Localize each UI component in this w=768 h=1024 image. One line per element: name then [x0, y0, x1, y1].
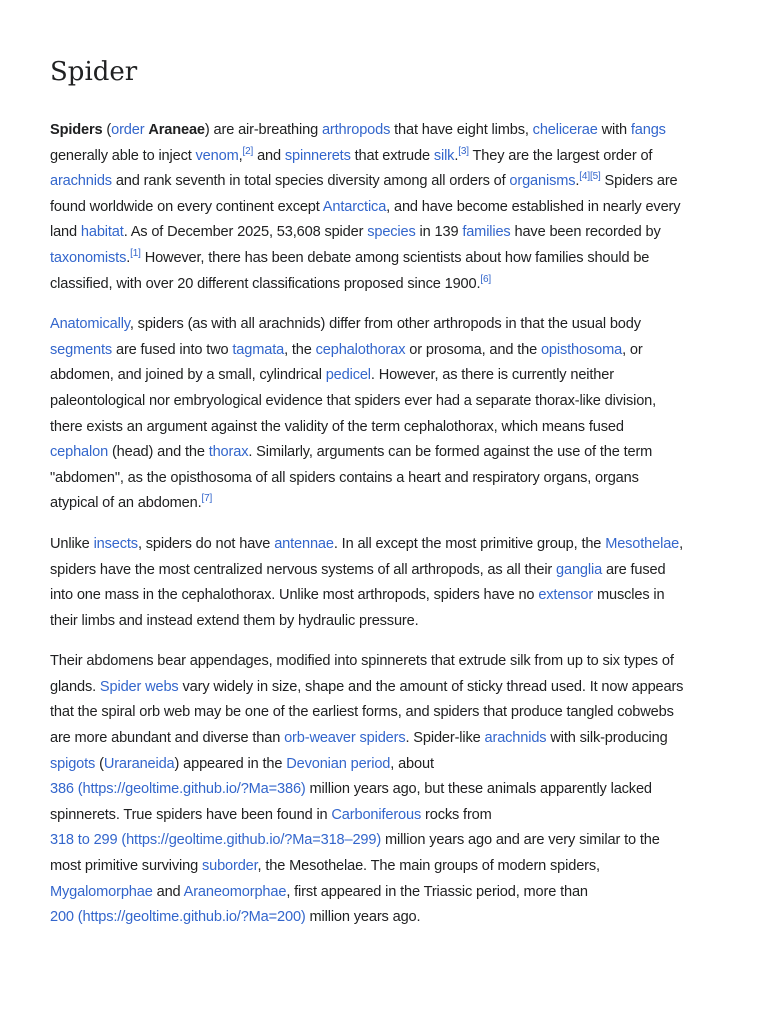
article-body	[50, 118, 720, 946]
wiki-link[interactable]: silk	[433, 147, 455, 164]
text: Spiders are	[600, 173, 678, 190]
text: However, there has been debate among scientists about how families should be	[140, 249, 650, 266]
text: most primitive surviving	[50, 858, 202, 875]
text: are more abundant and diverse than	[50, 730, 285, 747]
text: Their abdomens bear appendages, modified into spinnerets that extrude silk from up to six types of	[50, 653, 674, 670]
text: Unlike	[50, 535, 94, 552]
wiki-link[interactable]: families	[462, 224, 511, 241]
text: ) are air-breathing	[204, 122, 322, 138]
wiki-link[interactable]: spinnerets	[284, 147, 351, 164]
text: and	[152, 883, 184, 900]
text: "abdomen", as the opisthosoma of all spiders contains a heart and respiratory organs, organs	[50, 469, 639, 486]
text: , spiders (as with all arachnids) differ from other arthropods in that the usual body	[129, 316, 641, 333]
text: , the	[284, 341, 316, 358]
text: into one mass in the cephalothorax. Unlike most arthropods, spiders have no	[50, 587, 539, 604]
text: and	[253, 147, 285, 164]
wiki-link[interactable]: Carboniferous	[331, 806, 422, 823]
citation	[458, 146, 469, 157]
text: classified, with over 20 different classifications proposed since 1900.	[50, 275, 481, 292]
paragraph	[50, 312, 720, 517]
text: , spiders do not have	[137, 535, 275, 552]
wiki-link[interactable]: Mesothelae	[605, 535, 680, 552]
text: , about	[390, 755, 434, 772]
text: found worldwide on every continent except	[50, 198, 323, 215]
citation-link[interactable]: [6]	[480, 273, 492, 285]
wiki-link[interactable]: Devonian period	[286, 755, 391, 772]
text: million years ago.	[305, 909, 421, 926]
wiki-link[interactable]: Mygalomorphae	[50, 883, 153, 900]
wiki-link[interactable]: insects	[93, 535, 138, 552]
paragraph	[50, 649, 720, 931]
wiki-link[interactable]: arachnids	[50, 173, 112, 190]
wiki-link[interactable]: arachnids	[484, 730, 547, 747]
wiki-link[interactable]: 318 to 299 (https://geoltime.github.io/?Ma=318–299)	[50, 832, 382, 849]
text: muscles in	[593, 587, 665, 604]
text: .	[454, 147, 459, 164]
text: million years ago and are very similar to the	[381, 832, 660, 849]
text: spiders have the most centralized nervous systems of all arthropods, as all their	[50, 561, 557, 578]
text: are fused into two	[112, 341, 233, 358]
wiki-link[interactable]: Spider webs	[99, 678, 179, 695]
citation	[579, 171, 600, 182]
text: ,	[238, 147, 243, 164]
wiki-link[interactable]: Antarctica	[322, 198, 387, 215]
text: (	[102, 122, 112, 138]
wiki-link[interactable]: cephalothorax	[315, 341, 406, 358]
citation	[480, 274, 491, 285]
citation-link[interactable]: [4][5]	[579, 171, 601, 183]
text: generally able to inject	[50, 147, 196, 164]
citation-link[interactable]: [3]	[458, 145, 469, 157]
text: land	[50, 224, 81, 241]
wiki-link[interactable]: Araneomorphae	[183, 883, 287, 900]
text: . In all except the most primitive group, the	[333, 535, 606, 552]
wiki-link[interactable]: 200 (https://geoltime.github.io/?Ma=200)	[50, 909, 306, 926]
wiki-link[interactable]: antennae	[274, 535, 334, 552]
text: in 139	[415, 224, 463, 241]
wiki-link[interactable]: orb-weaver spiders	[284, 730, 406, 747]
text: with	[597, 122, 631, 138]
wiki-link[interactable]: organisms	[509, 173, 576, 190]
text: , the Mesothelae. The main groups of modern spiders,	[257, 858, 600, 875]
wiki-link[interactable]: 386 (https://geoltime.github.io/?Ma=386)	[50, 781, 306, 798]
wiki-link[interactable]: suborder	[201, 858, 258, 875]
text: are fused	[602, 561, 666, 578]
text: , or	[622, 341, 643, 358]
text: and rank seventh in total species diversity among all orders of	[111, 173, 510, 190]
text: ) appeared in the	[174, 755, 287, 772]
text: have been recorded by	[510, 224, 661, 241]
text: ,	[679, 535, 684, 552]
text: . However, as there is currently neither	[370, 367, 614, 384]
text: .	[575, 173, 580, 190]
text: glands.	[50, 678, 100, 695]
text: their limbs and instead extend them by hydraulic pressure.	[50, 612, 419, 629]
citation	[130, 248, 141, 259]
text: there exists an argument against the validity of the term cephalothorax, which means fused	[50, 418, 624, 435]
citation	[243, 146, 254, 157]
wiki-link[interactable]: species	[367, 224, 416, 241]
wiki-link[interactable]: order	[111, 122, 145, 138]
text: (	[95, 755, 104, 772]
text: rocks from	[421, 806, 492, 823]
wiki-link[interactable]: extensor	[538, 587, 594, 604]
wiki-link[interactable]: fangs	[630, 122, 666, 138]
text: . Spider-like	[405, 730, 485, 747]
wiki-link[interactable]: segments	[50, 341, 113, 358]
text: paleontological nor embryological evidence that spiders ever had a separate thorax-like division,	[50, 392, 657, 409]
text: They are the largest order of	[468, 147, 653, 164]
text: that the spiral orb web may be one of the earliest forms, and spiders that produce tangled cobwebs	[50, 704, 674, 721]
wiki-link[interactable]: chelicerae	[532, 122, 598, 138]
wiki-link[interactable]: habitat	[80, 224, 124, 241]
text: (head) and the	[108, 444, 209, 461]
wiki-link[interactable]: spigots	[50, 755, 96, 772]
wiki-link[interactable]: arthropods	[321, 122, 391, 138]
paragraph	[50, 532, 720, 634]
bold-term: Araneae	[148, 122, 205, 138]
wiki-link[interactable]: tagmata	[232, 341, 285, 358]
citation-link[interactable]: [1]	[130, 247, 141, 259]
text: .	[126, 249, 131, 266]
wiki-link[interactable]: ganglia	[556, 561, 603, 578]
text: or prosoma, and the	[405, 341, 541, 358]
text: . As of December 2025, 53,608 spider	[123, 224, 368, 241]
text: vary widely in size, shape and the amount of sticky thread used. It now appears	[178, 678, 684, 695]
wiki-link[interactable]: opisthosoma	[540, 341, 623, 358]
text: , and have become established in nearly every	[386, 198, 681, 215]
text: that extrude	[350, 147, 434, 164]
text: spinnerets. True spiders have been found in	[50, 806, 332, 823]
page-title: Spider	[50, 57, 138, 87]
text: . Similarly, arguments can be formed against the use of the term	[248, 444, 653, 461]
citation	[202, 493, 213, 504]
wiki-link[interactable]: Anatomically	[50, 316, 130, 333]
text: with silk-producing	[546, 730, 668, 747]
citation-link[interactable]: [2]	[242, 145, 254, 157]
wiki-link[interactable]: Uraraneida	[103, 755, 175, 772]
text: atypical of an abdomen.	[50, 495, 202, 512]
text: abdomen, and joined by a small, cylindrical	[50, 367, 326, 384]
paragraph	[50, 118, 720, 297]
wiki-link[interactable]: thorax	[208, 444, 249, 461]
wiki-link[interactable]: taxonomists	[50, 249, 127, 266]
text: that have eight limbs,	[390, 122, 533, 138]
bold-term: Spiders	[50, 122, 103, 138]
wiki-link[interactable]: cephalon	[50, 444, 109, 461]
text: , first appeared in the Triassic period, more than	[286, 883, 588, 900]
wiki-link[interactable]: venom	[195, 147, 239, 164]
citation-link[interactable]: [7]	[201, 493, 213, 505]
wiki-link[interactable]: pedicel	[325, 367, 371, 384]
text: million years ago, but these animals apparently lacked	[305, 781, 652, 798]
